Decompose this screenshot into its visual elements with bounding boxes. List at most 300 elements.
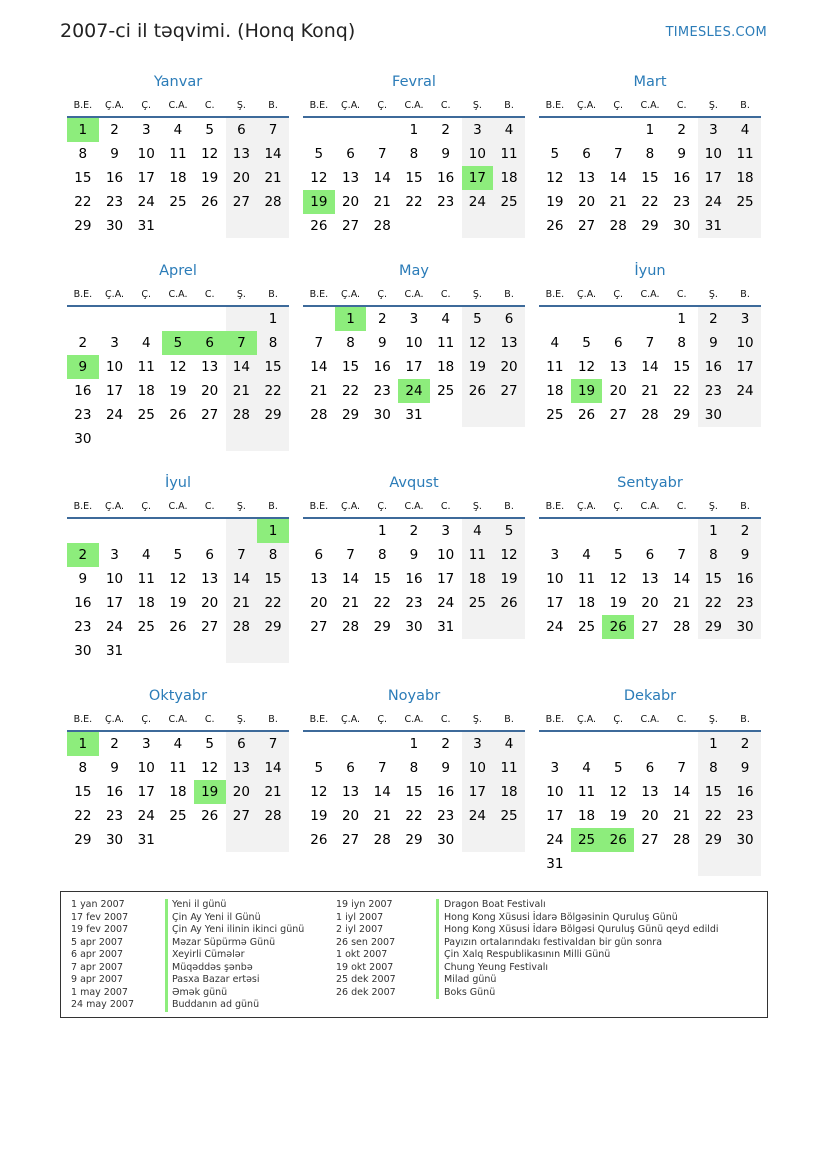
day-cell: 17 [105,383,124,399]
day-cell: 17 [137,170,155,186]
day-cell: 9 [729,543,761,567]
weekday-header [67,94,289,118]
day-cell: 17 [105,595,124,611]
day-cell: 16 [729,780,761,804]
day-cell: 31 [437,619,455,635]
day-cell: 28 [673,832,691,848]
day-cell: 12 [169,359,187,375]
day-cell: 10 [437,547,455,563]
day-cell: 23 [74,407,92,423]
empty-cell [602,519,634,543]
empty-cell [666,732,698,756]
day-cell: 23 [373,383,391,399]
day-cell: 20 [310,595,328,611]
day-cell: 18 [137,383,155,399]
weekday-label: B.E. [73,501,93,512]
empty-cell [257,214,289,238]
holiday-date: 26 sen 2007 [336,936,396,948]
day-cell: 22 [257,591,289,615]
days-grid [303,732,525,852]
holiday-day-cell: 9 [67,355,99,379]
empty-cell [571,307,603,331]
weekday-label: B.E. [309,501,329,512]
day-cell: 19 [169,595,187,611]
day-cell: 12 [493,543,525,567]
day-cell: 21 [341,595,360,611]
empty-cell [602,307,634,331]
holiday-name: Dragon Boat Festivalı [444,899,546,910]
weekday-label: Ş. [708,714,718,725]
day-cell: 23 [105,194,124,210]
day-cell: 27 [226,190,258,214]
day-cell: 18 [462,567,494,591]
empty-cell [257,828,289,852]
day-cell: 3 [462,118,494,142]
holiday-name: Payızın ortalarındakı festivaldan bir gün sonra [444,936,663,948]
day-cell: 17 [405,359,423,375]
day-cell: 18 [729,166,761,190]
month-name: Yanvar [153,74,203,90]
empty-cell [430,403,462,427]
day-cell: 14 [641,359,659,375]
day-cell: 5 [314,760,324,776]
days-grid [67,307,289,451]
holiday-date: 17 fev 2007 [71,911,129,923]
day-cell: 12 [546,170,564,186]
weekday-label: B.E. [73,714,93,725]
day-cell: 30 [729,615,761,639]
day-cell: 12 [609,571,627,587]
weekday-label: B. [268,501,278,512]
day-cell: 12 [169,571,187,587]
day-cell: 12 [609,784,627,800]
day-cell: 15 [257,567,289,591]
day-cell: 18 [169,784,187,800]
day-cell: 2 [729,732,761,756]
empty-cell [366,118,398,142]
empty-cell [539,732,571,756]
holiday-day-cell: 26 [602,615,634,639]
empty-cell [99,519,131,543]
day-cell: 30 [437,832,455,848]
day-cell: 23 [74,619,92,635]
day-cell: 26 [201,808,219,824]
weekday-label: Ç.A. [341,714,361,725]
weekday-label: B. [740,714,750,725]
empty-cell [666,519,698,543]
day-cell: 8 [78,760,88,776]
weekday-label: Ç.A. [105,289,125,300]
day-cell: 6 [346,146,355,162]
day-cell: 3 [110,335,119,351]
day-cell: 8 [645,146,655,162]
day-cell: 15 [74,170,92,186]
day-cell: 13 [609,359,627,375]
day-cell: 5 [314,146,324,162]
day-cell: 10 [137,760,155,776]
empty-cell [493,828,525,852]
day-cell: 18 [437,359,455,375]
day-cell: 16 [405,571,423,587]
day-cell: 19 [310,808,328,824]
day-cell: 13 [341,170,360,186]
empty-cell [493,615,525,639]
empty-cell [194,307,226,331]
day-cell: 20 [577,194,596,210]
day-cell: 1 [257,307,289,331]
empty-cell [462,214,494,238]
holiday-date: 7 apr 2007 [71,961,124,973]
day-cell: 27 [341,218,360,234]
day-cell: 1 [409,736,419,752]
holiday-names-right [444,899,719,999]
day-cell: 12 [310,170,328,186]
day-cell: 17 [462,780,494,804]
day-cell: 2 [677,122,686,138]
day-cell: 29 [257,615,289,639]
day-cell: 14 [673,784,691,800]
holiday-day-cell: 17 [462,166,494,190]
weekday-label: B. [268,289,278,300]
site-link[interactable]: TIMESLES.COM [665,25,767,40]
day-cell: 11 [729,142,761,166]
day-cell: 9 [698,331,730,355]
day-cell: 4 [493,118,525,142]
day-cell: 24 [105,619,124,635]
day-cell: 6 [645,547,655,563]
day-cell: 30 [405,619,423,635]
day-cell: 6 [205,547,214,563]
weekday-label: B.E. [309,100,329,111]
weekday-label: Ç.A. [341,501,361,512]
day-cell: 5 [613,547,623,563]
day-cell: 10 [729,331,761,355]
day-cell: 22 [698,591,730,615]
day-cell: 6 [493,307,525,331]
holiday-day-cell: 1 [67,118,99,142]
holiday-date: 25 dek 2007 [336,974,396,985]
day-cell: 16 [105,784,124,800]
day-cell: 30 [105,218,124,234]
day-cell: 28 [641,407,659,423]
day-cell: 24 [437,595,455,611]
day-cell: 11 [137,359,155,375]
holiday-date: 5 apr 2007 [71,936,124,948]
day-cell: 18 [493,780,525,804]
day-cell: 17 [137,784,155,800]
day-cell: 2 [409,523,419,539]
day-cell: 14 [373,170,391,186]
month-block [67,259,289,451]
day-cell: 5 [205,122,214,138]
weekday-label: C. [204,100,215,111]
day-cell: 9 [441,760,450,776]
month-name: Oktyabr [148,688,208,704]
weekday-label: C. [676,501,687,512]
days-grid [67,519,289,663]
weekday-label: Ç. [613,100,624,111]
day-cell: 5 [550,146,560,162]
empty-cell [67,519,99,543]
weekday-label: Ş. [236,501,246,512]
day-cell: 21 [673,808,691,824]
day-cell: 14 [609,170,627,186]
day-cell: 18 [577,595,596,611]
days-grid [303,118,525,238]
weekday-label: Ç. [377,289,388,300]
day-cell: 31 [137,832,155,848]
holiday-day-cell: 25 [571,828,603,852]
weekday-header [539,94,761,118]
day-cell: 21 [257,780,289,804]
weekday-label: Ç.A. [577,100,597,111]
empty-cell [398,214,430,238]
weekday-label: C. [204,289,215,300]
empty-cell [729,852,761,876]
day-cell: 30 [673,218,691,234]
day-cell: 28 [373,832,391,848]
day-cell: 6 [346,760,355,776]
holiday-date: 26 dek 2007 [336,986,396,998]
day-cell: 22 [698,804,730,828]
month-name: İyul [164,475,192,491]
day-cell: 16 [105,170,124,186]
weekday-label: C.A. [404,289,424,300]
day-cell: 29 [74,218,92,234]
day-cell: 28 [257,804,289,828]
day-cell: 31 [405,407,423,423]
day-cell: 28 [341,619,360,635]
day-cell: 4 [173,122,183,138]
day-cell: 10 [462,756,494,780]
day-cell: 15 [373,571,391,587]
day-cell: 21 [373,194,391,210]
month-name: Mart [633,74,667,90]
holiday-date: 1 may 2007 [71,986,128,998]
days-grid [67,118,289,238]
day-cell: 27 [577,218,596,234]
day-cell: 27 [609,407,627,423]
weekday-label: Ç. [613,289,624,300]
day-cell: 26 [546,218,564,234]
day-cell: 24 [546,832,564,848]
month-name: Sentyabr [617,475,683,491]
holiday-name: Çin Ay Yeni il Günü [172,911,261,923]
day-cell: 7 [314,335,324,351]
weekday-label: B.E. [73,100,93,111]
weekday-label: Ş. [236,289,246,300]
month-block [303,70,525,238]
holiday-date: 24 may 2007 [71,999,135,1010]
day-cell: 9 [677,146,686,162]
day-cell: 13 [201,359,219,375]
weekday-label: C.A. [640,501,660,512]
day-cell: 2 [78,335,88,351]
weekday-label: C. [440,501,451,512]
day-cell: 29 [405,832,423,848]
day-cell: 5 [493,519,525,543]
day-cell: 19 [201,170,219,186]
day-cell: 3 [698,118,730,142]
day-cell: 10 [405,335,423,351]
empty-cell [130,307,162,331]
day-cell: 25 [437,383,455,399]
day-cell: 19 [609,808,627,824]
holiday-day-cell: 6 [194,331,226,355]
day-cell: 29 [673,407,691,423]
day-cell: 24 [698,190,730,214]
day-cell: 20 [493,355,525,379]
day-cell: 25 [729,190,761,214]
holiday-day-cell: 26 [602,828,634,852]
day-cell: 19 [169,383,187,399]
weekday-label: B.E. [73,289,93,300]
weekday-label: C.A. [640,714,660,725]
empty-cell [303,732,335,756]
day-cell: 6 [226,732,258,756]
day-cell: 2 [110,736,119,752]
day-cell: 22 [373,595,391,611]
day-cell: 25 [169,194,187,210]
empty-cell [194,427,226,451]
empty-cell [602,852,634,876]
weekday-label: C. [676,100,687,111]
day-cell: 15 [698,780,730,804]
day-cell: 19 [493,567,525,591]
weekday-label: Ç.A. [577,289,597,300]
weekday-header [303,495,525,519]
day-cell: 11 [577,784,596,800]
month-name: May [399,263,429,279]
day-cell: 4 [141,335,151,351]
holiday-day-cell: 19 [571,379,603,403]
day-cell: 13 [226,142,258,166]
holiday-name: Müqəddəs şənbə [172,961,253,973]
weekday-label: C. [440,289,451,300]
weekday-header [67,283,289,307]
holiday-day-cell: 19 [303,190,335,214]
day-cell: 19 [546,194,564,210]
day-cell: 10 [137,146,155,162]
empty-cell [634,519,666,543]
day-cell: 21 [373,808,391,824]
day-cell: 6 [645,760,655,776]
holiday-date: 6 apr 2007 [71,949,124,960]
day-cell: 8 [698,756,730,780]
day-cell: 7 [677,760,686,776]
weekday-label: B. [740,100,750,111]
day-cell: 7 [346,547,355,563]
empty-cell [493,403,525,427]
empty-cell [602,732,634,756]
day-cell: 13 [493,331,525,355]
day-cell: 14 [226,567,258,591]
day-cell: 27 [641,832,659,848]
day-cell: 18 [546,383,564,399]
day-cell: 31 [546,856,564,872]
day-cell: 11 [546,359,564,375]
day-cell: 22 [405,808,423,824]
day-cell: 28 [609,218,627,234]
weekday-label: C.A. [168,100,188,111]
month-name: Fevral [392,74,436,90]
empty-cell [99,307,131,331]
empty-cell [226,519,258,543]
month-block [539,70,761,238]
weekday-label: C.A. [168,289,188,300]
empty-cell [462,403,494,427]
day-cell: 5 [462,307,494,331]
holiday-name: Çin Ay Yeni ilinin ikinci günü [172,924,305,935]
day-cell: 14 [310,359,328,375]
day-cell: 8 [677,335,686,351]
day-cell: 6 [226,118,258,142]
empty-cell [162,639,194,663]
day-cell: 30 [74,643,92,659]
weekday-label: Ş. [708,100,718,111]
day-cell: 22 [74,194,92,210]
day-cell: 17 [546,595,564,611]
day-cell: 3 [550,547,560,563]
day-cell: 10 [105,359,124,375]
day-cell: 9 [110,760,119,776]
empty-cell [130,519,162,543]
holiday-name: Chung Yeung Festivalı [444,961,549,973]
empty-cell [634,307,666,331]
weekday-header [67,708,289,732]
day-cell: 27 [493,379,525,403]
day-cell: 11 [437,335,455,351]
holiday-name: Yeni il günü [172,899,227,910]
empty-cell [226,828,258,852]
weekday-header [303,283,525,307]
days-grid [539,307,761,427]
day-cell: 23 [437,194,455,210]
day-cell: 15 [341,359,360,375]
empty-cell [99,427,131,451]
day-cell: 5 [613,760,623,776]
month-block [303,471,525,639]
day-cell: 23 [437,808,455,824]
holiday-name: Hong Kong Xüsusi İdarə Bölgəsi Quruluş Günü qeyd edildi [444,924,719,935]
day-cell: 1 [698,519,730,543]
month-block [539,471,761,639]
day-cell: 13 [201,571,219,587]
weekday-header [539,495,761,519]
weekday-label: B.E. [545,100,565,111]
day-cell: 4 [729,118,761,142]
day-cell: 15 [405,784,423,800]
day-cell: 5 [205,736,214,752]
weekday-label: B. [740,289,750,300]
day-cell: 25 [137,407,155,423]
day-cell: 8 [257,331,289,355]
weekday-label: Ç.A. [105,100,125,111]
holiday-name: Məzar Süpürmə Günü [172,936,276,948]
weekday-header [303,708,525,732]
day-cell: 26 [310,218,328,234]
weekday-label: Ç.A. [577,501,597,512]
weekday-label: C.A. [168,501,188,512]
day-cell: 9 [110,146,119,162]
day-cell: 27 [310,619,328,635]
holiday-date: 19 fev 2007 [71,924,129,935]
holiday-date: 1 iyl 2007 [336,911,384,923]
day-cell: 7 [377,760,387,776]
day-cell: 20 [641,595,659,611]
day-cell: 15 [405,170,423,186]
day-cell: 22 [673,383,691,399]
